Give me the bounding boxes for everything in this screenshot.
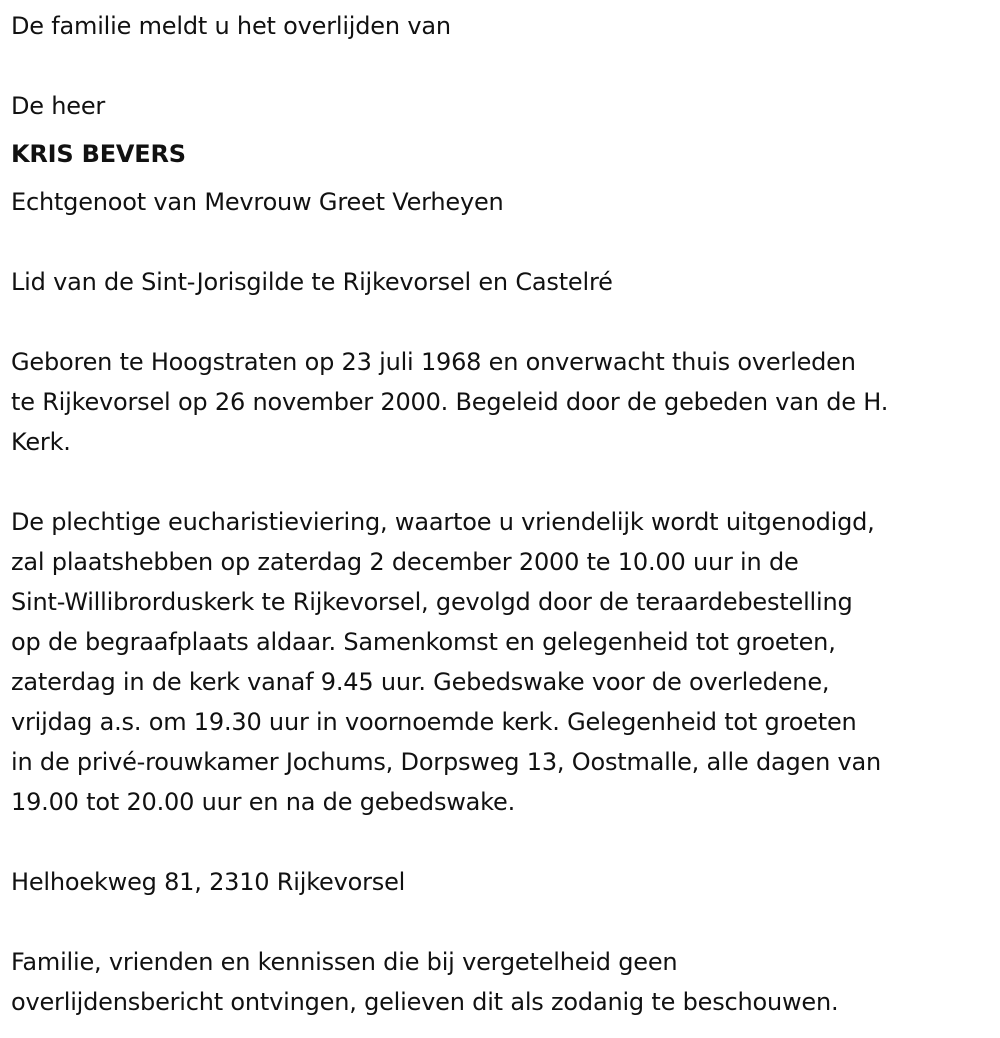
ceremony-line: in de privé-rouwkamer Jochums, Dorpsweg 13, Oostmalle, alle dagen van	[11, 748, 882, 776]
address-line: Helhoekweg 81, 2310 Rijkevorsel	[11, 868, 406, 896]
ceremony-line: op de begraafplaats aldaar. Samenkomst en gelegenheid tot groeten,	[11, 628, 836, 656]
ceremony-line: De plechtige eucharistieviering, waartoe u vriendelijk wordt uitgenodigd,	[11, 508, 875, 536]
deceased-name: KRIS BEVERS	[11, 140, 186, 168]
birth-line: Geboren te Hoogstraten op 23 juli 1968 en onverwacht thuis overleden	[11, 348, 856, 376]
birth-line: Kerk.	[11, 428, 71, 456]
ceremony-line: vrijdag a.s. om 19.30 uur in voornoemde kerk. Gelegenheid tot groeten	[11, 708, 857, 736]
ceremony-line: Sint-Willibrorduskerk te Rijkevorsel, gevolgd door de teraardebestelling	[11, 588, 853, 616]
spouse-line: Echtgenoot van Mevrouw Greet Verheyen	[11, 188, 504, 216]
ceremony-line: 19.00 tot 20.00 uur en na de gebedswake.	[11, 788, 516, 816]
closing-line: overlijdensbericht ontvingen, gelieven dit als zodanig te beschouwen.	[11, 988, 839, 1016]
membership-line: Lid van de Sint-Jorisgilde te Rijkevorsel en Castelré	[11, 268, 613, 296]
intro-line: De familie meldt u het overlijden van	[11, 12, 451, 40]
title-prefix: De heer	[11, 92, 106, 120]
ceremony-line: zal plaatshebben op zaterdag 2 december 2000 te 10.00 uur in de	[11, 548, 799, 576]
closing-line: Familie, vrienden en kennissen die bij vergetelheid geen	[11, 948, 678, 976]
birth-line: te Rijkevorsel op 26 november 2000. Begeleid door de gebeden van de H.	[11, 388, 889, 416]
ceremony-line: zaterdag in de kerk vanaf 9.45 uur. Gebedswake voor de overledene,	[11, 668, 830, 696]
